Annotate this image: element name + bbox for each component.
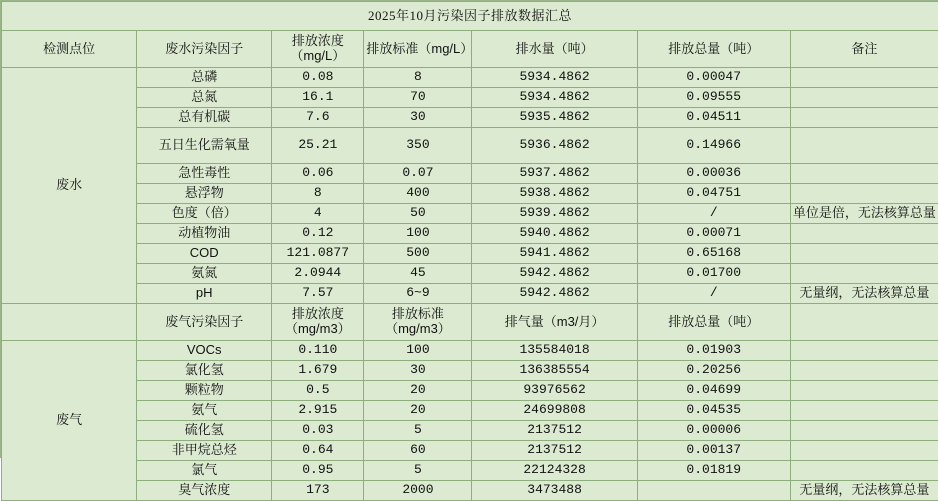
remark-value bbox=[790, 361, 938, 381]
table-row bbox=[2, 361, 938, 381]
concentration-value: 121.0877 bbox=[272, 244, 364, 264]
table-row bbox=[2, 204, 938, 224]
factor-name: 色度（倍） bbox=[137, 204, 272, 224]
total-value: 0.01903 bbox=[637, 341, 790, 361]
standard-value: 400 bbox=[364, 184, 472, 204]
table-row bbox=[2, 341, 938, 361]
total-value: 0.01700 bbox=[637, 264, 790, 284]
volume-value: 135584018 bbox=[472, 341, 637, 361]
volume-value: 5937.4862 bbox=[472, 164, 637, 184]
remark-value bbox=[790, 381, 938, 401]
table-row bbox=[2, 461, 938, 481]
remark-value bbox=[790, 108, 938, 128]
factor-name: 五日生化需氧量 bbox=[137, 128, 272, 164]
total-value: 0.65168 bbox=[637, 244, 790, 264]
remark-value bbox=[790, 164, 938, 184]
standard-value: 2000 bbox=[364, 481, 472, 501]
total-value: 0.04699 bbox=[637, 381, 790, 401]
volume-value: 5935.4862 bbox=[472, 108, 637, 128]
factor-name: 氯气 bbox=[137, 461, 272, 481]
table-row bbox=[2, 164, 938, 184]
standard-value: 60 bbox=[364, 441, 472, 461]
remark-value: 无量纲，无法核算总量 bbox=[790, 284, 938, 304]
factor-name: VOCs bbox=[137, 341, 272, 361]
total-value: 0.00047 bbox=[637, 68, 790, 88]
table-row bbox=[2, 108, 938, 128]
remark-value bbox=[790, 421, 938, 441]
group-label-wastegas: 废气 bbox=[2, 341, 137, 501]
volume-value: 3473488 bbox=[472, 481, 637, 501]
standard-value: 50 bbox=[364, 204, 472, 224]
standard-value: 45 bbox=[364, 264, 472, 284]
column-header-concentration: 排放浓度（mg/L） bbox=[272, 31, 364, 68]
factor-name: 硫化氢 bbox=[137, 421, 272, 441]
standard-value: 30 bbox=[364, 361, 472, 381]
concentration-value: 7.6 bbox=[272, 108, 364, 128]
concentration-value: 0.12 bbox=[272, 224, 364, 244]
emission-data-table bbox=[1, 1, 938, 501]
remark-value bbox=[790, 244, 938, 264]
wastegas-header-row bbox=[2, 304, 938, 341]
volume-value: 24699808 bbox=[472, 401, 637, 421]
standard-value: 350 bbox=[364, 128, 472, 164]
total-value: / bbox=[637, 284, 790, 304]
standard-value: 30 bbox=[364, 108, 472, 128]
title-row bbox=[2, 2, 938, 31]
factor-name: 臭气浓度 bbox=[137, 481, 272, 501]
table-row bbox=[2, 88, 938, 108]
concentration-value: 0.95 bbox=[272, 461, 364, 481]
standard-value: 20 bbox=[364, 401, 472, 421]
factor-name: 总氮 bbox=[137, 88, 272, 108]
volume-value: 5934.4862 bbox=[472, 88, 637, 108]
column-header-remark-gas bbox=[790, 304, 938, 341]
factor-name: 动植物油 bbox=[137, 224, 272, 244]
column-header-site-gas bbox=[2, 304, 137, 341]
column-header-total-emission: 排放总量（吨） bbox=[637, 31, 790, 68]
volume-value: 2137512 bbox=[472, 441, 637, 461]
standard-value: 100 bbox=[364, 224, 472, 244]
concentration-value: 1.679 bbox=[272, 361, 364, 381]
concentration-value: 2.915 bbox=[272, 401, 364, 421]
standard-value: 20 bbox=[364, 381, 472, 401]
volume-value: 5940.4862 bbox=[472, 224, 637, 244]
total-value: 0.01819 bbox=[637, 461, 790, 481]
standard-value: 500 bbox=[364, 244, 472, 264]
column-header-site: 检测点位 bbox=[2, 31, 137, 68]
column-header-wastewater-factor: 废水污染因子 bbox=[137, 31, 272, 68]
concentration-value: 0.08 bbox=[272, 68, 364, 88]
column-header-standard-gas: 排放标准（mg/m3） bbox=[364, 304, 472, 341]
standard-value: 70 bbox=[364, 88, 472, 108]
volume-value: 5939.4862 bbox=[472, 204, 637, 224]
concentration-value: 0.03 bbox=[272, 421, 364, 441]
column-header-water-volume: 排水量（吨） bbox=[472, 31, 637, 68]
factor-name: 急性毒性 bbox=[137, 164, 272, 184]
volume-value: 5936.4862 bbox=[472, 128, 637, 164]
total-value: 0.04535 bbox=[637, 401, 790, 421]
column-header-wastegas-factor: 废气污染因子 bbox=[137, 304, 272, 341]
table-row bbox=[2, 244, 938, 264]
volume-value: 5934.4862 bbox=[472, 68, 637, 88]
factor-name: 颗粒物 bbox=[137, 381, 272, 401]
column-header-total-emission-gas: 排放总量（吨） bbox=[637, 304, 790, 341]
column-header-remark: 备注 bbox=[790, 31, 938, 68]
table-row bbox=[2, 421, 938, 441]
table-row bbox=[2, 401, 938, 421]
factor-name: pH bbox=[137, 284, 272, 304]
remark-value bbox=[790, 264, 938, 284]
concentration-value: 0.06 bbox=[272, 164, 364, 184]
standard-value: 6~9 bbox=[364, 284, 472, 304]
total-value: 0.00071 bbox=[637, 224, 790, 244]
total-value: 0.00137 bbox=[637, 441, 790, 461]
volume-value: 5942.4862 bbox=[472, 284, 637, 304]
concentration-value: 4 bbox=[272, 204, 364, 224]
remark-value bbox=[790, 224, 938, 244]
volume-value: 93976562 bbox=[472, 381, 637, 401]
table-row bbox=[2, 224, 938, 244]
standard-value: 8 bbox=[364, 68, 472, 88]
volume-value: 5941.4862 bbox=[472, 244, 637, 264]
factor-name: 氨气 bbox=[137, 401, 272, 421]
standard-value: 5 bbox=[364, 421, 472, 441]
standard-value: 0.07 bbox=[364, 164, 472, 184]
concentration-value: 25.21 bbox=[272, 128, 364, 164]
remark-value bbox=[790, 341, 938, 361]
remark-value: 单位是倍，无法核算总量 bbox=[790, 204, 938, 224]
column-header-concentration-gas: 排放浓度（mg/m3） bbox=[272, 304, 364, 341]
total-value bbox=[637, 481, 790, 501]
total-value: 0.20256 bbox=[637, 361, 790, 381]
remark-value: 无量纲，无法核算总量 bbox=[790, 481, 938, 501]
remark-value bbox=[790, 461, 938, 481]
table-row bbox=[2, 128, 938, 164]
total-value: 0.14966 bbox=[637, 128, 790, 164]
total-value: / bbox=[637, 204, 790, 224]
remark-value bbox=[790, 401, 938, 421]
factor-name: 氯化氢 bbox=[137, 361, 272, 381]
total-value: 0.00036 bbox=[637, 164, 790, 184]
table-row bbox=[2, 481, 938, 501]
remark-value bbox=[790, 128, 938, 164]
concentration-value: 16.1 bbox=[272, 88, 364, 108]
volume-value: 136385554 bbox=[472, 361, 637, 381]
remark-value bbox=[790, 68, 938, 88]
group-label-wastewater: 废水 bbox=[2, 68, 137, 304]
concentration-value: 173 bbox=[272, 481, 364, 501]
factor-name: 氨氮 bbox=[137, 264, 272, 284]
column-header-gas-volume: 排气量（m3/月） bbox=[472, 304, 637, 341]
standard-value: 5 bbox=[364, 461, 472, 481]
wastewater-header-row bbox=[2, 31, 938, 68]
column-header-standard: 排放标准（mg/L） bbox=[364, 31, 472, 68]
factor-name: 非甲烷总烃 bbox=[137, 441, 272, 461]
page-title: 2025年10月污染因子排放数据汇总 bbox=[2, 2, 938, 31]
table-row bbox=[2, 264, 938, 284]
table-row bbox=[2, 68, 938, 88]
remark-value bbox=[790, 88, 938, 108]
concentration-value: 0.64 bbox=[272, 441, 364, 461]
total-value: 0.04751 bbox=[637, 184, 790, 204]
factor-name: 总有机碳 bbox=[137, 108, 272, 128]
volume-value: 5942.4862 bbox=[472, 264, 637, 284]
concentration-value: 0.5 bbox=[272, 381, 364, 401]
volume-value: 22124328 bbox=[472, 461, 637, 481]
total-value: 0.00006 bbox=[637, 421, 790, 441]
total-value: 0.09555 bbox=[637, 88, 790, 108]
concentration-value: 0.110 bbox=[272, 341, 364, 361]
concentration-value: 8 bbox=[272, 184, 364, 204]
factor-name: COD bbox=[137, 244, 272, 264]
volume-value: 5938.4862 bbox=[472, 184, 637, 204]
total-value: 0.04511 bbox=[637, 108, 790, 128]
factor-name: 总磷 bbox=[137, 68, 272, 88]
table-row bbox=[2, 284, 938, 304]
table-row bbox=[2, 381, 938, 401]
remark-value bbox=[790, 184, 938, 204]
table-row bbox=[2, 184, 938, 204]
table-body bbox=[2, 2, 938, 501]
factor-name: 悬浮物 bbox=[137, 184, 272, 204]
concentration-value: 2.0944 bbox=[272, 264, 364, 284]
volume-value: 2137512 bbox=[472, 421, 637, 441]
concentration-value: 7.57 bbox=[272, 284, 364, 304]
standard-value: 100 bbox=[364, 341, 472, 361]
